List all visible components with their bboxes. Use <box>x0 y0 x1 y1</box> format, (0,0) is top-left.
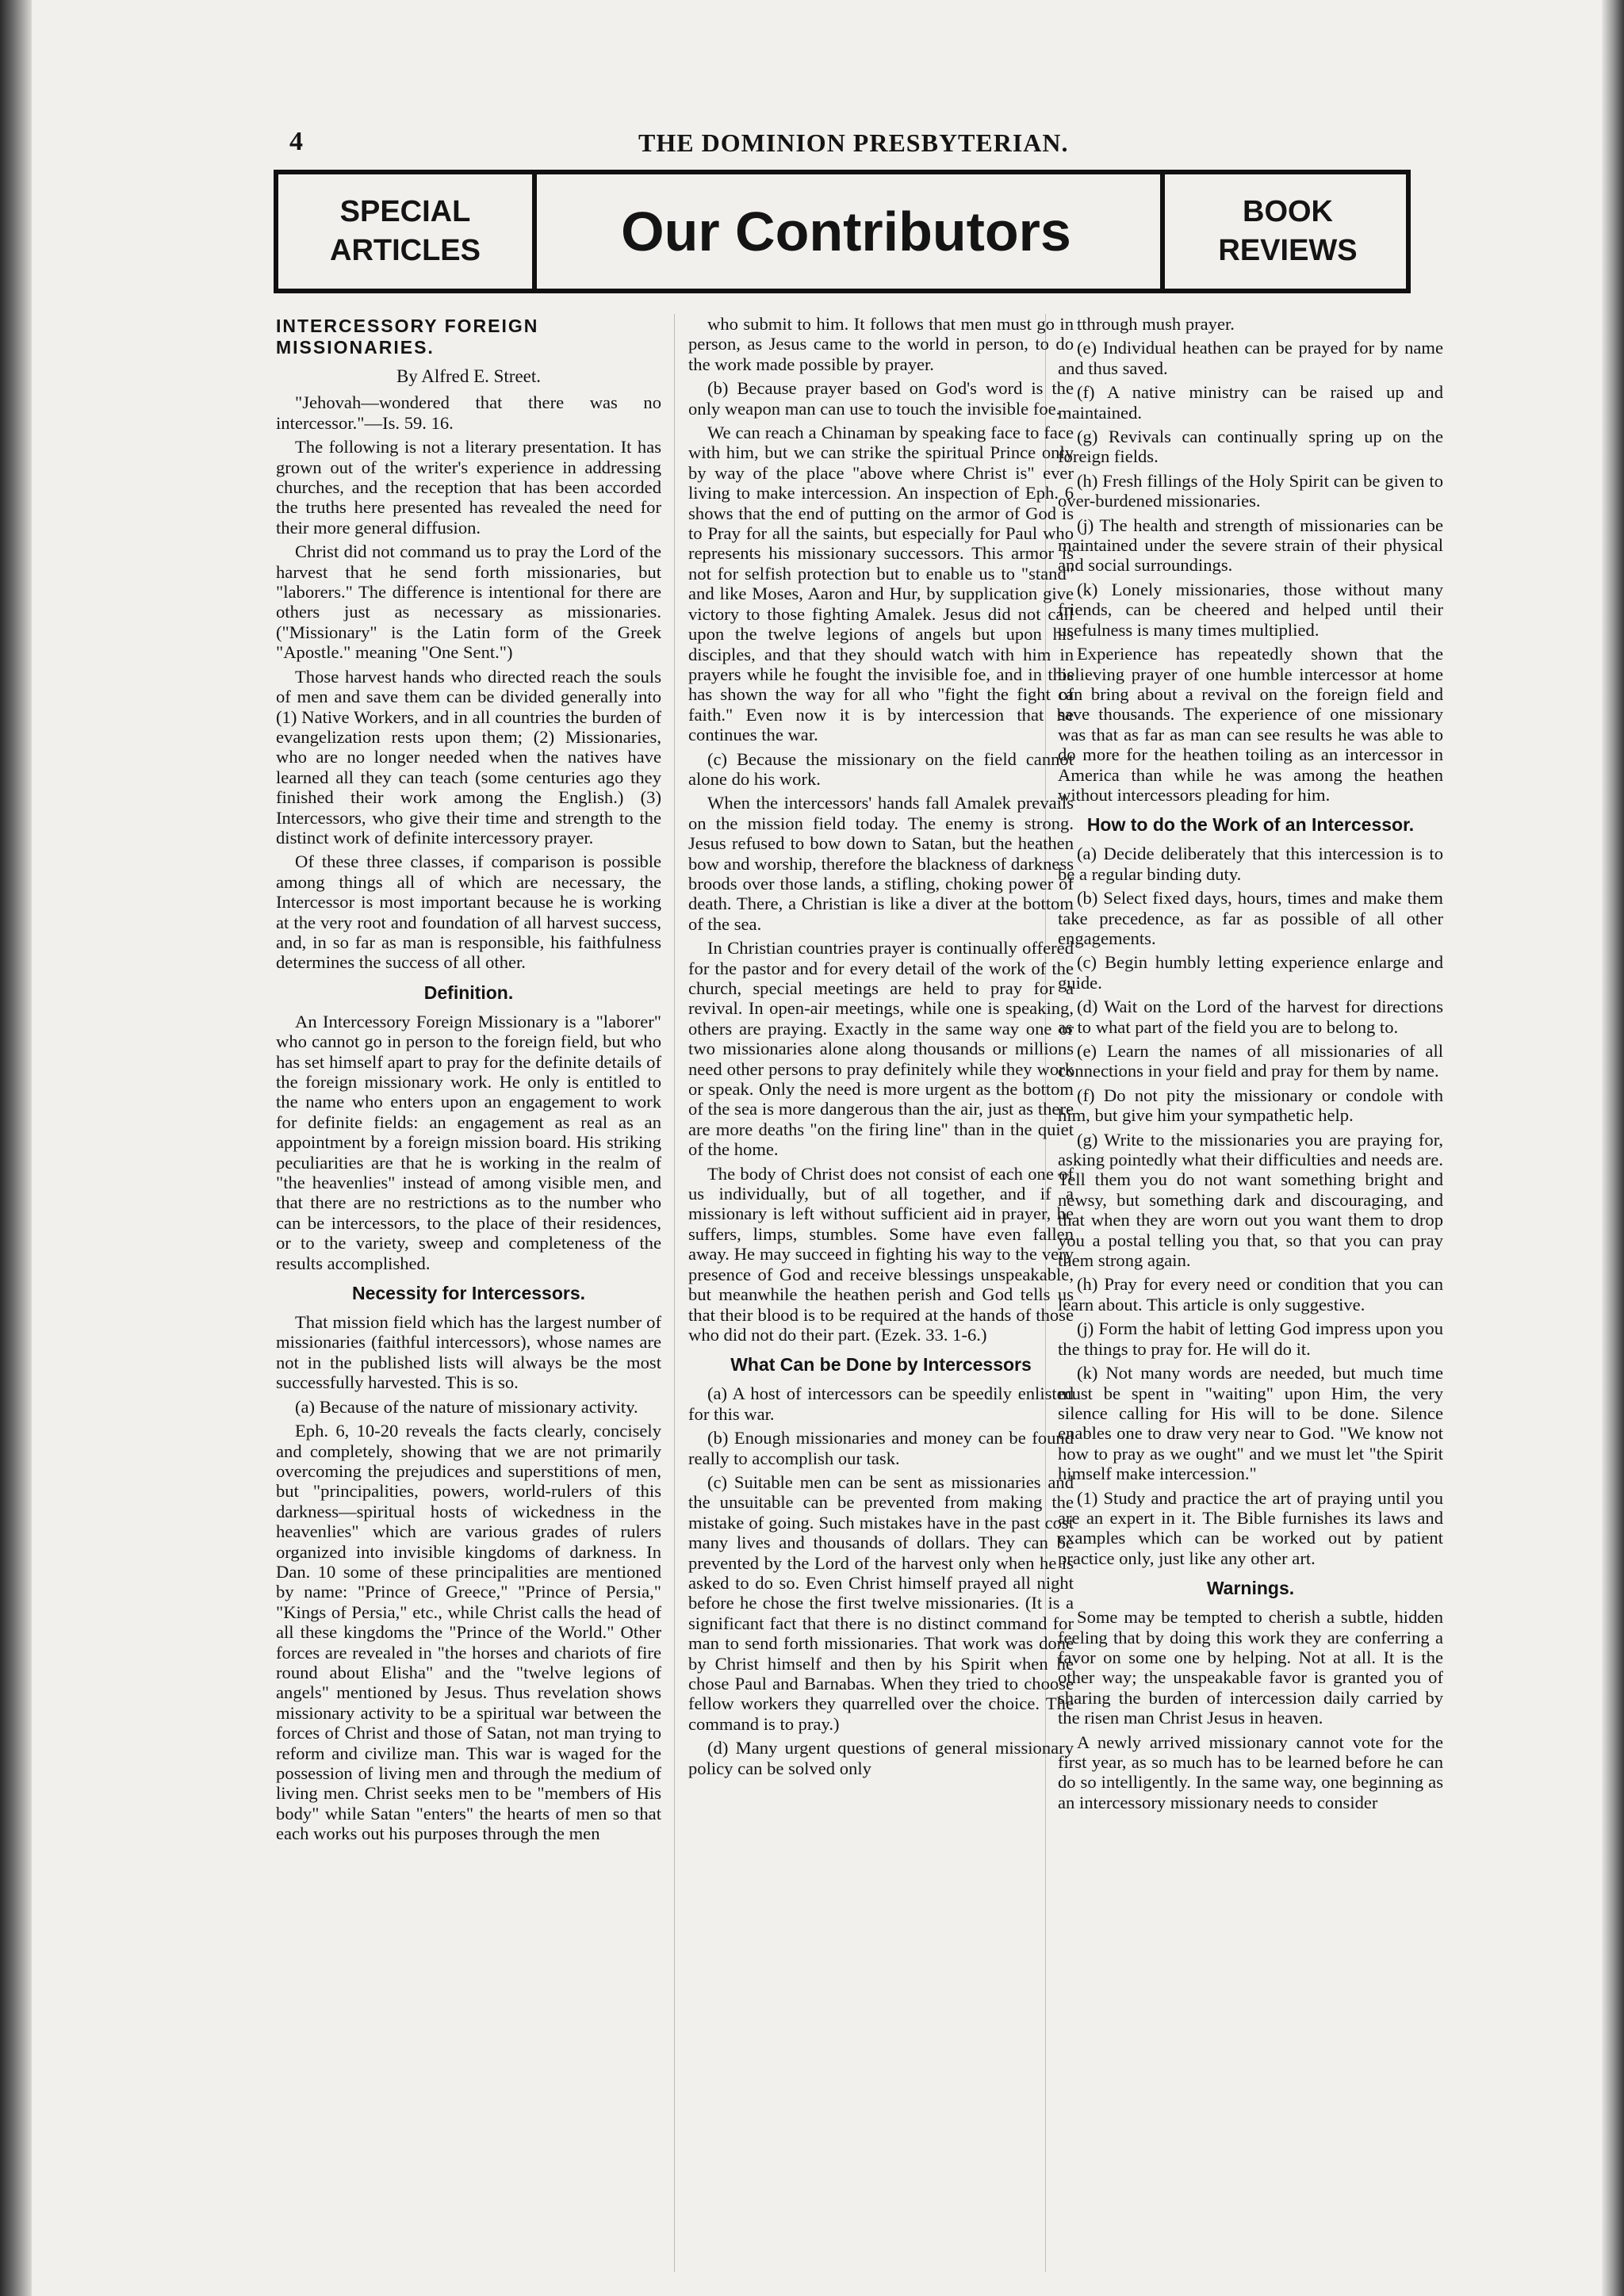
paragraph: Christ did not command us to pray the Lord of the harvest that he send forth missionaries, but "laborers." The difference is intentional for there are others just as necessary as missionaries. ("Missionary" is the Latin form of the Greek "Apostle." meaning "One Sent.") <box>276 541 661 663</box>
col1-paras <box>276 392 661 972</box>
paragraph: We can reach a Chinaman by speaking face to face with him, but we can strike the spiritual Prince only by way of the place "above where Christ is" ever living to make intercession. An inspection of Eph. 6 shows that the end of putting on the armor of God is to Pray for all the saints, but especially for Paul who represents his missionary successors. This armor is not for selfish protection but to enable us to "stand" and like Moses, Aaron and Hur, by supplication give victory to those fighting Amalek. Jesus did not call upon the twelve legions of angels but upon his disciples, and that they should watch with him in prayers while he fought the invisible foe, and in this has shown the way for all who "fight the fight of faith." Even now it is by intercession that he continues the war. <box>688 423 1074 745</box>
column-rule <box>674 314 675 2272</box>
paragraph: (k) Not many words are needed, but much time must be spent in "waiting" upon Him, the very silence calling for His will to be done. Silence enables one to draw very near to God. "We know not how to pray as we ought" and we must let "the Spirit himself make intercession." <box>1058 1363 1443 1484</box>
page-number: 4 <box>289 127 303 156</box>
paragraph: (b) Select fixed days, hours, times and make them take precedence, as far as possible of all other engagements. <box>1058 888 1443 948</box>
paragraph: (g) Write to the missionaries you are praying for, asking pointedly what their difficulties and needs are. Tell them you do not want something bright and newsy, but something dark and discouraging, and that when they are worn out you want them to drop you a postal telling you that, so that you can pray them strong again. <box>1058 1129 1443 1271</box>
scan-shadow-left <box>0 0 32 2296</box>
column-1 <box>276 314 661 2280</box>
paragraph: (e) Individual heathen can be prayed for by name and thus saved. <box>1058 338 1443 378</box>
banner-left-line2: ARTICLES <box>330 234 481 267</box>
paragraph: Eph. 6, 10-20 reveals the facts clearly, concisely and completely, showing that we are not primarily overcoming the prejudices and superstitions of men, but "principalities, powers, world-rulers of this darkness—spiritual hosts of wickedness in the heavenlies" which are various grades of rulers organized into invisible kingdoms of darkness. In Dan. 10 some of these principalities are mentioned by name: "Prince of Greece," "Prince of Persia," "Kings of Persia," etc., while Christ calls the head of all these kingdoms the "Prince of the World." Other forces are revealed in "the horses and chariots of fire round about Elisha" and the "twelve legions of angels" mentioned by Jesus. Thus revelation shows missionary activity to be a spiritual war between the forces of Christ and those of Satan, not man trying to reform and civilize man. This war is waged for the possession of living men and through the medium of living men. Christ seeks men to be "members of His body" while Satan "enters" the hearts of men so that each works out his purposes through the men <box>276 1421 661 1844</box>
paragraph: (d) Many urgent questions of general missionary policy can be solved only <box>688 1738 1074 1778</box>
paragraph: (e) Learn the names of all missionaries of all connections in your field and pray for them by name. <box>1058 1041 1443 1081</box>
paragraph: Some may be tempted to cherish a subtle, hidden feeling that by doing this work they are conferring a favor on some one by helping. Not at all. It is the other way; the unspeakable favor is granted you of sharing the burden of intercession daily carried by the risen man Christ Jesus in heaven. <box>1058 1607 1443 1728</box>
paragraph: Those harvest hands who directed reach the souls of men and save them can be divided generally into (1) Native Workers, and in all countries the burden of evangelization rests upon them; (2) Missionaries, who are no longer needed when the natives have learned all they can teach (some centuries ago they finished their work among the English.) (3) Intercessors, who give their time and strength to the distinct work of definite intercessory prayer. <box>276 666 661 848</box>
paragraph: When the intercessors' hands fall Amalek prevails on the mission field today. The enemy is strong. Jesus refused to bow down to Satan, but the heathen bow and worship, therefore the blackness of darkness broods over those lands, a stifling, choking power of death. There, a Christian is like a diver at the bottom of the sea. <box>688 793 1074 934</box>
paragraph: tthrough mush prayer. <box>1077 314 1235 334</box>
heading-necessity: Necessity for Intercessors. <box>351 1283 586 1304</box>
paragraph: (f) Do not pity the missionary or condole with him, but give him your sympathetic help. <box>1058 1085 1443 1126</box>
paragraph: (a) Decide deliberately that this intercession is to be a regular binding duty. <box>1058 844 1443 884</box>
paragraph: In Christian countries prayer is continually offered for the pastor and for every detail of the work of the church, special meetings are held to pray for a revival. In open-air meetings, while one is speaking, others are praying. Exactly in the same way one or two missionaries alone along thousands or millions need other persons to pray definitely while they work or speak. Only the need is more urgent as the bottom of the sea is more dangerous than the air, just as there are more deaths "on the firing line" than in the quiet of the home. <box>688 938 1074 1160</box>
paragraph: (b) Enough missionaries and money can be found really to accomplish our task. <box>688 1428 1074 1468</box>
paragraph: That mission field which has the largest number of missionaries (faithful intercessors), whose names are not in the published lists will always be the most successfully harvested. This is so. <box>276 1312 661 1393</box>
col3-paras <box>1058 314 1443 805</box>
paragraph: (h) Fresh fillings of the Holy Spirit can be given to over-burdened missionaries. <box>1058 470 1443 511</box>
paragraph: (g) Revivals can continually spring up on the foreign fields. <box>1058 427 1443 467</box>
paper-name: THE DOMINION PRESBYTERIAN. <box>638 128 1069 157</box>
heading-how-to: How to do the Work of an Intercessor. <box>1086 814 1415 836</box>
paragraph: An Intercessory Foreign Missionary is a "laborer" who cannot go in person to the foreign field, but who has set himself apart to pray for the definite details of the foreign missionary work. He only is entitled to the name who enters upon an engagement to work for definite fields: an engagement as real as an appointment by a foreign mission board. His striking peculiarities are that he is working in the realm of "the heavenlies" instead of among visible men, and that there are no restrictions as to the number who can be intercessors, to the place of their residences, or to the variety, sweep and completeness of the results accomplished. <box>276 1011 661 1273</box>
paragraph: (1) Study and practice the art of praying until you are an expert in it. The Bible furnishes its laws and examples which can be worked out by patient practice only, just like any other art. <box>1058 1487 1443 1568</box>
section-banner <box>274 170 1411 293</box>
article-byline: By Alfred E. Street. <box>396 366 542 386</box>
heading-what-can-be-done: What Can be Done by Intercessors <box>730 1354 1032 1376</box>
banner-book-reviews <box>1160 174 1411 289</box>
banner-left-line1: SPECIAL <box>339 194 471 228</box>
heading-definition: Definition. <box>423 982 514 1003</box>
paragraph: (k) Lonely missionaries, those without many friends, can be cheered and helped until their usefulness is many times multiplied. <box>1058 579 1443 640</box>
paragraph: (j) Form the habit of letting God impress upon you the things to pray for. He will do it. <box>1058 1318 1443 1359</box>
banner-right-line1: BOOK <box>1243 194 1333 228</box>
col3-warn-paras <box>1058 1607 1443 1812</box>
col1-nec-paras <box>276 1312 661 1844</box>
paragraph: A newly arrived missionary cannot vote for the first year, as so much has to be learned before he can do so intelligently. In the same way, one beginning as an intercessory missionary needs to consider <box>1058 1732 1443 1812</box>
paragraph: "Jehovah—wondered that there was no intercessor."—Is. 59. 16. <box>276 392 661 433</box>
paragraph: (a) Because of the nature of missionary activity. <box>295 1396 638 1417</box>
column-3 <box>1058 314 1443 2280</box>
article-title: INTERCESSORY FOREIGN MISSIONARIES. <box>276 316 539 358</box>
paragraph: (f) A native ministry can be raised up and maintained. <box>1058 382 1443 423</box>
paragraph: The following is not a literary presentation. It has grown out of the writer's experience in addressing churches, and the reception that has been accorded the truths here presented has revealed the need for their more general diffusion. <box>276 437 661 538</box>
paragraph: (a) A host of intercessors can be speedily enlisted for this war. <box>688 1383 1074 1424</box>
paragraph: (b) Because prayer based on God's word is the only weapon man can use to touch the invisible foe. <box>688 378 1074 419</box>
col2-paras <box>688 314 1074 1345</box>
paragraph: (d) Wait on the Lord of the harvest for directions as to what part of the field you are to belong to. <box>1058 997 1443 1037</box>
banner-right-line2: REVIEWS <box>1218 234 1358 267</box>
col3-how-paras <box>1058 844 1443 1568</box>
paragraph: who submit to him. It follows that men must go in person, as Jesus came to the world in person, to do the work made possible by prayer. <box>688 314 1074 374</box>
paragraph: The body of Christ does not consist of each one of us individually, but of all together, and if a missionary is left without sufficient aid in prayer, he suffers, limps, stumbles. Some have even fallen away. He may succeed in fighting his way to the very presence of God and receive blessings unspeakable, but meanwhile the heathen perish and God tells us that their blood is to be required at the hands of those who did not do their part. (Ezek. 33. 1-6.) <box>688 1163 1074 1345</box>
scan-shadow-right <box>1602 0 1624 2296</box>
paragraph: (c) Begin humbly letting experience enlarge and guide. <box>1058 952 1443 993</box>
paragraph: Of these three classes, if comparison is possible among things all of which are necessary, the Intercessor is most important because he is working at the very root and foundation of all harvest success, and, in so far as man is responsible, his faithfulness determines the success of all other. <box>276 851 661 973</box>
paragraph: (h) Pray for every need or condition that you can learn about. This article is only suggestive. <box>1058 1274 1443 1314</box>
running-head <box>289 127 1408 159</box>
paragraph: (c) Suitable men can be sent as missionaries and the unsuitable can be prevented from making the mistake of going. Such mistakes have in the past cost many lives and thousands of dollars. They can be prevented by the Lord of the harvest only when he is asked to do so. Even Christ himself prayed all night before he chose the first twelve missionaries. (It is a significant fact that there is no distinct command for man to send forth missionaries. That work was done by Christ himself and then by his Spirit when he chose Paul and Barnabas. When they tried to choose fellow workers they quarrelled over the choice. The command is to pray.) <box>688 1471 1074 1734</box>
col2-what-paras <box>688 1383 1074 1778</box>
col1-def-paras <box>276 1012 661 1273</box>
paragraph: (c) Because the missionary on the field cannot alone do his work. <box>688 748 1074 789</box>
paragraph: Experience has repeatedly shown that the believing prayer of one humble intercessor at home can bring about a revival on the foreign field and save thousands. The experience of one missionary was that as far as man can see results he was able to do more for the heathen toiling as an intercessor in America than while he was among the heathen without intercessors pleading for him. <box>1058 644 1443 805</box>
heading-warnings: Warnings. <box>1206 1578 1295 1599</box>
banner-title: Our Contributors <box>621 201 1071 262</box>
column-2 <box>688 314 1074 2280</box>
paragraph: (j) The health and strength of missionaries can be maintained under the severe strain of their physical and social surroundings. <box>1058 515 1443 576</box>
banner-special-articles <box>278 174 537 289</box>
